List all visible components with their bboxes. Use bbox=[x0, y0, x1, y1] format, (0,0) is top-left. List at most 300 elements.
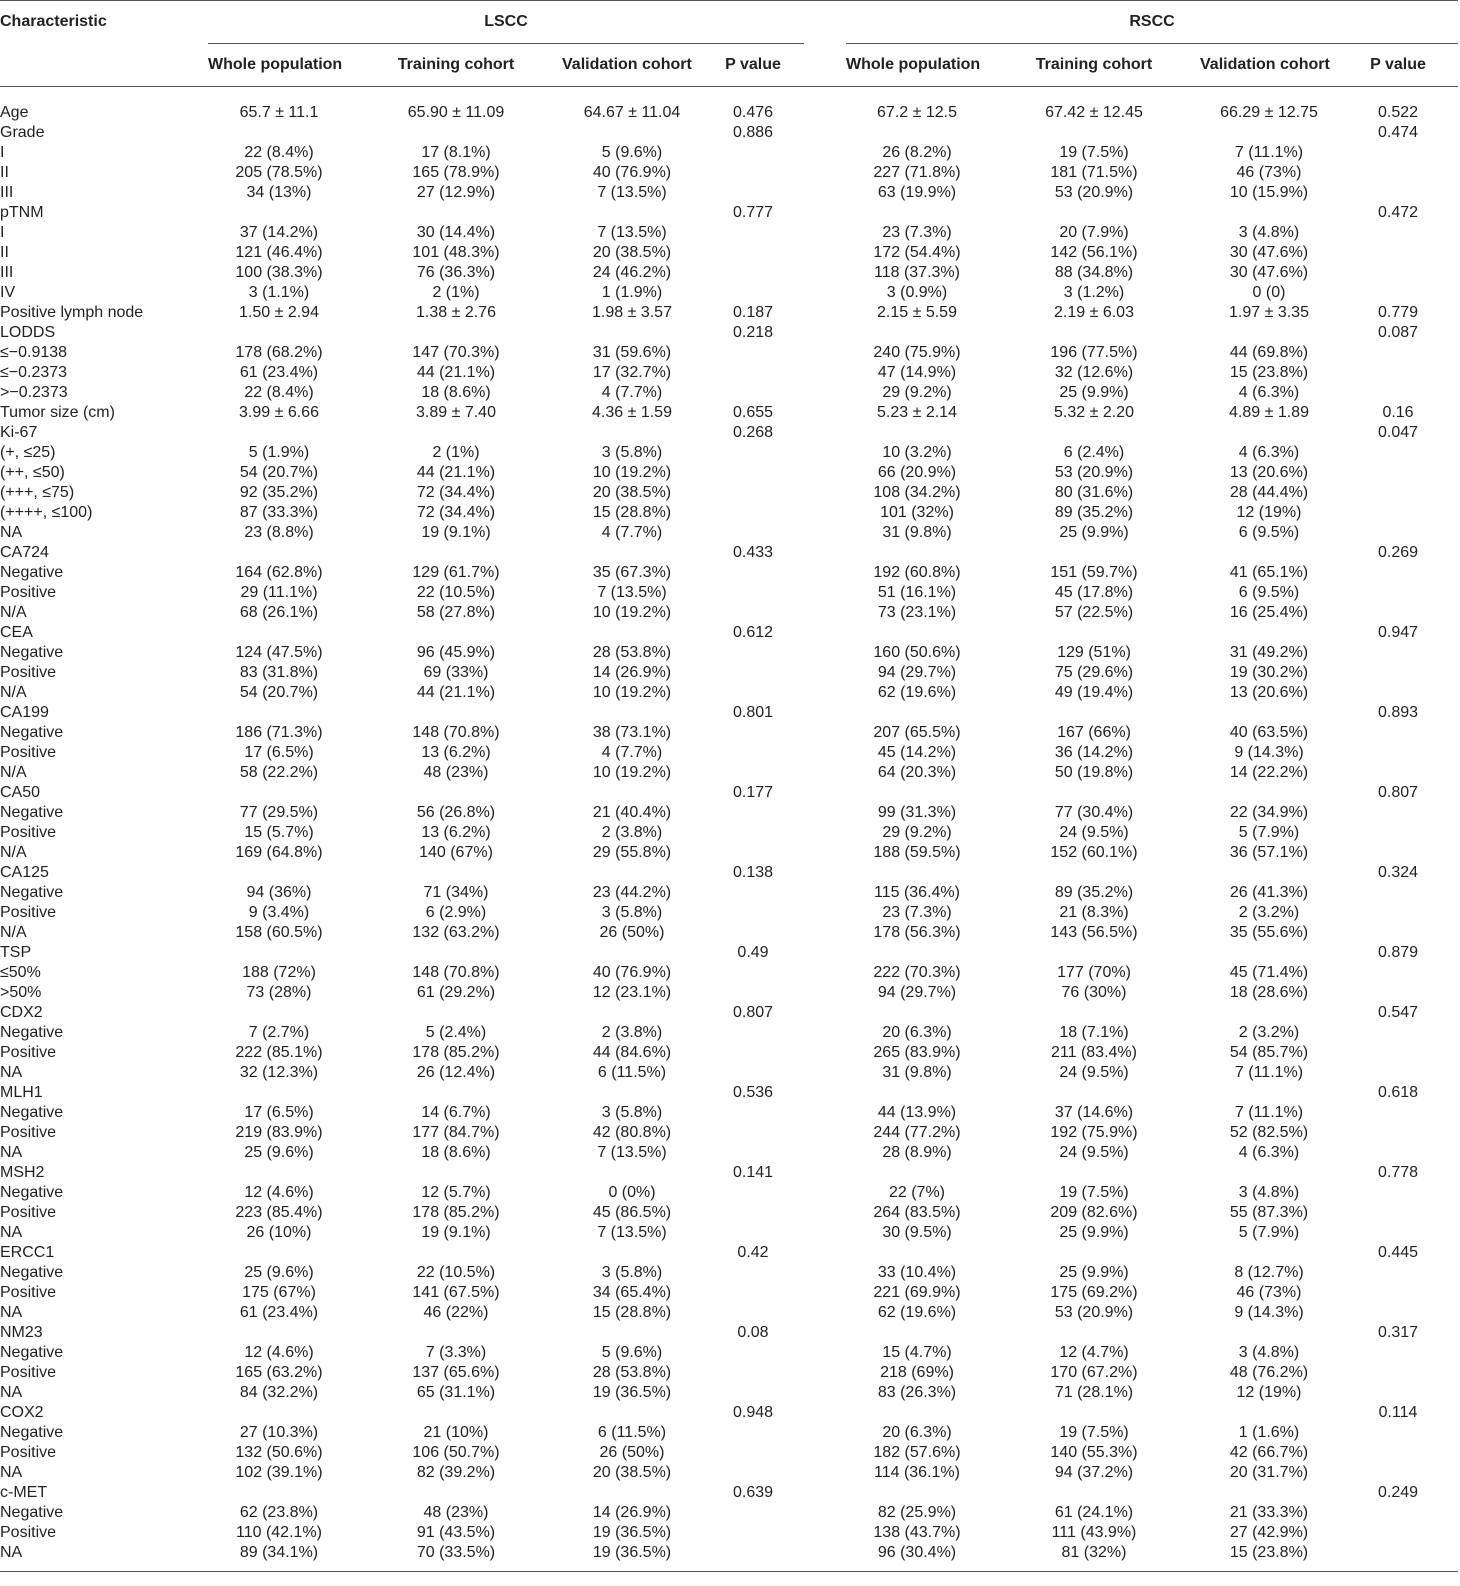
p-value-cell: 0.472 bbox=[1377, 204, 1419, 221]
value-cell: 3 (1.1%) bbox=[248, 284, 310, 301]
value-cell bbox=[1200, 1163, 1338, 1183]
row-label: Negative bbox=[0, 1344, 64, 1361]
value-cell: 34 (13%) bbox=[246, 184, 312, 201]
value-cell: 3 (5.8%) bbox=[601, 904, 663, 921]
value-cell bbox=[1200, 1083, 1338, 1103]
header-col-whole-lscc: Whole population bbox=[208, 44, 350, 87]
gap-cell bbox=[804, 1083, 846, 1103]
p-value-cell: 0.269 bbox=[1377, 544, 1419, 561]
gap-cell bbox=[804, 183, 846, 203]
header-col-validation-rscc: Validation cohort bbox=[1200, 44, 1338, 87]
gap-cell bbox=[804, 363, 846, 383]
value-cell: 29 (9.2%) bbox=[882, 824, 952, 841]
value-cell: 52 (82.5%) bbox=[1229, 1124, 1309, 1141]
value-cell bbox=[208, 323, 350, 343]
p-value-cell bbox=[1338, 923, 1458, 943]
p-value-cell bbox=[1338, 523, 1458, 543]
table-row bbox=[0, 843, 1458, 863]
row-label: II bbox=[0, 244, 9, 261]
table-row bbox=[0, 423, 1458, 443]
p-value-cell bbox=[702, 1043, 804, 1063]
value-cell: 26 (50%) bbox=[599, 1444, 665, 1461]
value-cell bbox=[1200, 1243, 1338, 1263]
value-cell: 132 (50.6%) bbox=[235, 1444, 323, 1461]
p-value-cell bbox=[702, 223, 804, 243]
value-cell: 19 (36.5%) bbox=[592, 1524, 672, 1541]
row-label: Positive bbox=[0, 824, 57, 841]
p-value-cell bbox=[702, 1443, 804, 1463]
value-cell: 50 (19.8%) bbox=[1054, 764, 1134, 781]
gap-cell bbox=[804, 423, 846, 443]
row-label: NA bbox=[0, 1464, 23, 1481]
value-cell: 244 (77.2%) bbox=[873, 1124, 961, 1141]
value-cell bbox=[988, 1083, 1200, 1103]
gap-cell bbox=[804, 1003, 846, 1023]
p-value-cell bbox=[1338, 1443, 1458, 1463]
gap-cell bbox=[804, 1223, 846, 1243]
p-value-cell bbox=[1338, 243, 1458, 263]
gap-cell bbox=[804, 263, 846, 283]
value-cell: 94 (29.7%) bbox=[877, 984, 957, 1001]
p-value-cell bbox=[702, 1543, 804, 1563]
value-cell: 6 (9.5%) bbox=[1238, 584, 1300, 601]
value-cell: 10 (19.2%) bbox=[592, 604, 672, 621]
gap-cell bbox=[804, 1103, 846, 1123]
p-value-cell: 0.801 bbox=[732, 704, 774, 721]
value-cell: 152 (60.1%) bbox=[1050, 844, 1138, 861]
p-value-cell: 0.807 bbox=[1377, 784, 1419, 801]
value-cell: 64.67 ± 11.04 bbox=[583, 104, 681, 121]
value-cell: 2 (3.8%) bbox=[601, 824, 663, 841]
value-cell bbox=[846, 943, 988, 963]
p-value-cell bbox=[1338, 163, 1458, 183]
value-cell bbox=[208, 783, 350, 803]
value-cell: 12 (4.6%) bbox=[244, 1344, 314, 1361]
value-cell bbox=[562, 1003, 702, 1023]
table-row bbox=[0, 1383, 1458, 1403]
value-cell bbox=[988, 1003, 1200, 1023]
value-cell: 36 (57.1%) bbox=[1229, 844, 1309, 861]
table-row bbox=[0, 623, 1458, 643]
row-label: ≤−0.9138 bbox=[0, 344, 68, 361]
gap-cell bbox=[804, 863, 846, 883]
value-cell bbox=[208, 1003, 350, 1023]
table-row bbox=[0, 563, 1458, 583]
value-cell bbox=[562, 1403, 702, 1423]
value-cell: 26 (41.3%) bbox=[1229, 884, 1309, 901]
row-label: TSP bbox=[0, 944, 32, 961]
value-cell: 53 (20.9%) bbox=[1054, 184, 1134, 201]
row-label: (+, ≤25) bbox=[0, 444, 56, 461]
value-cell: 110 (42.1%) bbox=[236, 1524, 322, 1541]
value-cell: 3.99 ± 6.66 bbox=[239, 404, 319, 421]
value-cell bbox=[208, 423, 350, 443]
row-label: Age bbox=[0, 104, 29, 121]
row-label: Negative bbox=[0, 1504, 64, 1521]
value-cell: 37 (14.2%) bbox=[239, 224, 319, 241]
value-cell bbox=[1200, 863, 1338, 883]
value-cell bbox=[988, 1403, 1200, 1423]
gap-cell bbox=[804, 883, 846, 903]
value-cell: 147 (70.3%) bbox=[412, 344, 500, 361]
p-value-cell bbox=[702, 163, 804, 183]
value-cell: 124 (47.5%) bbox=[235, 644, 323, 661]
gap-cell bbox=[804, 383, 846, 403]
p-value-cell bbox=[702, 143, 804, 163]
value-cell bbox=[988, 863, 1200, 883]
value-cell: 45 (17.8%) bbox=[1054, 584, 1134, 601]
gap-cell bbox=[804, 483, 846, 503]
value-cell: 20 (38.5%) bbox=[592, 244, 672, 261]
gap-cell bbox=[804, 583, 846, 603]
table-row bbox=[0, 403, 1458, 423]
table-row bbox=[0, 1263, 1458, 1283]
value-cell: 13 (6.2%) bbox=[421, 744, 491, 761]
value-cell: 5 (9.6%) bbox=[601, 144, 663, 161]
gap-cell bbox=[804, 1283, 846, 1303]
value-cell: 68 (26.1%) bbox=[239, 604, 319, 621]
value-cell: 69 (33%) bbox=[423, 664, 489, 681]
value-cell: 53 (20.9%) bbox=[1054, 1304, 1134, 1321]
value-cell bbox=[562, 1163, 702, 1183]
value-cell: 27 (10.3%) bbox=[239, 1424, 319, 1441]
p-value-cell: 0.187 bbox=[732, 304, 774, 321]
p-value-cell bbox=[702, 1223, 804, 1243]
value-cell: 10 (19.2%) bbox=[592, 684, 672, 701]
value-cell: 24 (46.2%) bbox=[592, 264, 672, 281]
value-cell: 25 (9.9%) bbox=[1059, 1264, 1129, 1281]
value-cell bbox=[208, 943, 350, 963]
p-value-cell: 0.655 bbox=[732, 404, 774, 421]
row-label: c-MET bbox=[0, 1484, 48, 1501]
p-value-cell bbox=[702, 803, 804, 823]
value-cell: 240 (75.9%) bbox=[873, 344, 961, 361]
value-cell: 49 (19.4%) bbox=[1054, 684, 1134, 701]
value-cell: 1.97 ± 3.35 bbox=[1229, 304, 1309, 321]
value-cell bbox=[1200, 1403, 1338, 1423]
p-value-cell bbox=[1338, 583, 1458, 603]
table-header bbox=[0, 1, 1458, 104]
p-value-cell bbox=[702, 1203, 804, 1223]
table-row bbox=[0, 1463, 1458, 1483]
table-row bbox=[0, 503, 1458, 523]
value-cell bbox=[988, 703, 1200, 723]
value-cell: 10 (15.9%) bbox=[1229, 184, 1309, 201]
value-cell bbox=[350, 1003, 562, 1023]
value-cell bbox=[846, 863, 988, 883]
value-cell: 19 (9.1%) bbox=[421, 524, 491, 541]
value-cell: 67.2 ± 12.5 bbox=[877, 104, 957, 121]
row-label: pTNM bbox=[0, 204, 44, 221]
gap-cell bbox=[804, 1543, 846, 1563]
value-cell: 19 (9.1%) bbox=[421, 1224, 491, 1241]
p-value-cell bbox=[1338, 843, 1458, 863]
value-cell: 40 (76.9%) bbox=[592, 164, 672, 181]
p-value-cell bbox=[702, 363, 804, 383]
gap-cell bbox=[804, 1143, 846, 1163]
value-cell: 7 (3.3%) bbox=[425, 1344, 487, 1361]
value-cell: 129 (61.7%) bbox=[412, 564, 500, 581]
p-value-cell bbox=[702, 503, 804, 523]
value-cell: 20 (38.5%) bbox=[592, 484, 672, 501]
value-cell: 143 (56.5%) bbox=[1050, 924, 1138, 941]
gap-cell bbox=[804, 823, 846, 843]
table-row bbox=[0, 643, 1458, 663]
row-label: CA50 bbox=[0, 784, 41, 801]
table-row bbox=[0, 1523, 1458, 1543]
value-cell: 207 (65.5%) bbox=[873, 724, 961, 741]
value-cell: 31 (9.8%) bbox=[882, 1064, 952, 1081]
header-col-validation-lscc: Validation cohort bbox=[562, 44, 702, 87]
value-cell: 17 (8.1%) bbox=[421, 144, 491, 161]
value-cell: 192 (75.9%) bbox=[1050, 1124, 1138, 1141]
p-value-cell bbox=[1338, 763, 1458, 783]
gap-cell bbox=[804, 103, 846, 123]
p-value-cell bbox=[1338, 363, 1458, 383]
value-cell: 115 (36.4%) bbox=[874, 884, 960, 901]
gap-cell bbox=[804, 1423, 846, 1443]
value-cell: 6 (2.4%) bbox=[1063, 444, 1125, 461]
p-value-cell bbox=[702, 1503, 804, 1523]
value-cell bbox=[350, 943, 562, 963]
value-cell bbox=[562, 543, 702, 563]
value-cell: 82 (25.9%) bbox=[877, 1504, 957, 1521]
value-cell bbox=[562, 123, 702, 143]
p-value-cell: 0.948 bbox=[732, 1404, 774, 1421]
table-row bbox=[0, 983, 1458, 1003]
value-cell: 22 (34.9%) bbox=[1229, 804, 1309, 821]
row-label: LODDS bbox=[0, 324, 56, 341]
value-cell bbox=[846, 1003, 988, 1023]
value-cell: 64 (20.3%) bbox=[877, 764, 957, 781]
value-cell: 26 (50%) bbox=[599, 924, 665, 941]
value-cell: 140 (67%) bbox=[419, 844, 493, 861]
value-cell: 23 (44.2%) bbox=[592, 884, 672, 901]
value-cell: 108 (34.2%) bbox=[873, 484, 961, 501]
value-cell: 20 (38.5%) bbox=[592, 1464, 672, 1481]
value-cell: 21 (40.4%) bbox=[592, 804, 672, 821]
value-cell bbox=[562, 1243, 702, 1263]
value-cell: 160 (50.6%) bbox=[873, 644, 961, 661]
row-label: Positive bbox=[0, 1524, 57, 1541]
p-value-cell: 0.522 bbox=[1377, 104, 1419, 121]
value-cell bbox=[208, 543, 350, 563]
row-label: Positive bbox=[0, 664, 57, 681]
value-cell bbox=[350, 323, 562, 343]
value-cell: 0 (0%) bbox=[608, 1184, 656, 1201]
table-row bbox=[0, 1183, 1458, 1203]
value-cell: 221 (69.9%) bbox=[873, 1284, 961, 1301]
value-cell: 23 (7.3%) bbox=[882, 224, 952, 241]
value-cell bbox=[1200, 703, 1338, 723]
value-cell: 3 (5.8%) bbox=[601, 1104, 663, 1121]
value-cell: 111 (43.9%) bbox=[1051, 1524, 1137, 1541]
table-row bbox=[0, 1423, 1458, 1443]
row-label: NM23 bbox=[0, 1324, 43, 1341]
value-cell: 42 (66.7%) bbox=[1229, 1444, 1309, 1461]
value-cell: 177 (70%) bbox=[1057, 964, 1131, 981]
p-value-cell bbox=[702, 263, 804, 283]
p-value-cell: 0.476 bbox=[732, 104, 774, 121]
value-cell bbox=[988, 1323, 1200, 1343]
row-label: (+++, ≤75) bbox=[0, 484, 75, 501]
table-row bbox=[0, 443, 1458, 463]
gap-cell bbox=[804, 723, 846, 743]
value-cell: 5 (1.9%) bbox=[248, 444, 310, 461]
gap-cell bbox=[804, 1063, 846, 1083]
value-cell bbox=[1200, 943, 1338, 963]
table-row bbox=[0, 863, 1458, 883]
row-label: Positive bbox=[0, 584, 57, 601]
value-cell: 211 (83.4%) bbox=[1051, 1044, 1137, 1061]
p-value-cell: 0.16 bbox=[1382, 404, 1414, 421]
gap-cell bbox=[804, 743, 846, 763]
gap-cell bbox=[804, 1183, 846, 1203]
value-cell: 142 (56.1%) bbox=[1050, 244, 1138, 261]
value-cell: 32 (12.6%) bbox=[1054, 364, 1134, 381]
table-row bbox=[0, 1303, 1458, 1323]
table-row bbox=[0, 1323, 1458, 1343]
value-cell: 92 (35.2%) bbox=[239, 484, 319, 501]
value-cell: 27 (12.9%) bbox=[416, 184, 496, 201]
value-cell: 4 (6.3%) bbox=[1238, 444, 1300, 461]
table-row bbox=[0, 1363, 1458, 1383]
p-value-cell: 0.807 bbox=[732, 1004, 774, 1021]
table-row bbox=[0, 1283, 1458, 1303]
value-cell: 30 (47.6%) bbox=[1229, 244, 1309, 261]
value-cell: 6 (2.9%) bbox=[425, 904, 487, 921]
value-cell bbox=[846, 423, 988, 443]
value-cell: 5 (2.4%) bbox=[425, 1024, 487, 1041]
p-value-cell bbox=[1338, 1123, 1458, 1143]
value-cell bbox=[208, 1403, 350, 1423]
value-cell: 61 (24.1%) bbox=[1054, 1504, 1134, 1521]
value-cell: 10 (3.2%) bbox=[882, 444, 952, 461]
p-value-cell bbox=[1338, 143, 1458, 163]
p-value-cell bbox=[702, 343, 804, 363]
p-value-cell bbox=[702, 603, 804, 623]
value-cell bbox=[988, 123, 1200, 143]
value-cell: 223 (85.4%) bbox=[235, 1204, 323, 1221]
value-cell: 182 (57.6%) bbox=[873, 1444, 961, 1461]
p-value-cell: 0.177 bbox=[732, 784, 774, 801]
value-cell: 29 (9.2%) bbox=[882, 384, 952, 401]
value-cell: 94 (36%) bbox=[246, 884, 312, 901]
value-cell: 40 (63.5%) bbox=[1229, 724, 1309, 741]
value-cell: 12 (19%) bbox=[1236, 504, 1302, 521]
value-cell: 175 (67%) bbox=[242, 1284, 316, 1301]
table-body bbox=[0, 103, 1458, 1572]
value-cell bbox=[350, 543, 562, 563]
value-cell: 138 (43.7%) bbox=[873, 1524, 961, 1541]
gap-cell bbox=[804, 1343, 846, 1363]
value-cell: 73 (28%) bbox=[246, 984, 312, 1001]
p-value-cell bbox=[702, 763, 804, 783]
row-label: NA bbox=[0, 1544, 23, 1561]
p-value-cell bbox=[702, 283, 804, 303]
value-cell: 45 (14.2%) bbox=[877, 744, 957, 761]
value-cell bbox=[1200, 203, 1338, 223]
p-value-cell: 0.218 bbox=[732, 324, 774, 341]
value-cell: 29 (11.1%) bbox=[240, 584, 318, 601]
value-cell: 188 (72%) bbox=[242, 964, 316, 981]
gap-cell bbox=[804, 123, 846, 143]
value-cell: 70 (33.5%) bbox=[416, 1544, 496, 1561]
p-value-cell bbox=[702, 463, 804, 483]
value-cell: 7 (11.1%) bbox=[1234, 144, 1304, 161]
table-row bbox=[0, 1403, 1458, 1423]
value-cell: 3 (4.8%) bbox=[1238, 1184, 1300, 1201]
value-cell: 48 (23%) bbox=[423, 764, 489, 781]
value-cell: 101 (32%) bbox=[880, 504, 954, 521]
p-value-cell bbox=[1338, 443, 1458, 463]
value-cell bbox=[208, 203, 350, 223]
value-cell: 62 (19.6%) bbox=[877, 684, 957, 701]
value-cell bbox=[562, 703, 702, 723]
value-cell bbox=[988, 1243, 1200, 1263]
gap-cell bbox=[804, 1043, 846, 1063]
p-value-cell bbox=[1338, 463, 1458, 483]
value-cell bbox=[562, 1323, 702, 1343]
p-value-cell bbox=[702, 923, 804, 943]
value-cell: 2 (3.8%) bbox=[601, 1024, 663, 1041]
value-cell: 44 (13.9%) bbox=[877, 1104, 957, 1121]
value-cell: 44 (21.1%) bbox=[416, 684, 496, 701]
value-cell: 28 (8.9%) bbox=[882, 1144, 952, 1161]
value-cell: 186 (71.3%) bbox=[235, 724, 323, 741]
value-cell: 22 (8.4%) bbox=[244, 144, 314, 161]
value-cell: 7 (13.5%) bbox=[597, 224, 667, 241]
gap-cell bbox=[804, 403, 846, 423]
value-cell: 29 (55.8%) bbox=[592, 844, 672, 861]
value-cell: 1 (1.9%) bbox=[601, 284, 663, 301]
value-cell: 30 (9.5%) bbox=[882, 1224, 952, 1241]
value-cell: 33 (10.4%) bbox=[877, 1264, 957, 1281]
value-cell: 44 (21.1%) bbox=[416, 364, 496, 381]
value-cell bbox=[562, 1483, 702, 1503]
table-row bbox=[0, 1063, 1458, 1083]
value-cell: 222 (85.1%) bbox=[235, 1044, 323, 1061]
gap-cell bbox=[804, 1303, 846, 1323]
value-cell: 7 (11.1%) bbox=[1234, 1064, 1304, 1081]
value-cell bbox=[350, 1083, 562, 1103]
value-cell bbox=[350, 123, 562, 143]
value-cell: 8 (12.7%) bbox=[1234, 1264, 1304, 1281]
gap-cell bbox=[804, 1203, 846, 1223]
value-cell: 3 (0.9%) bbox=[886, 284, 948, 301]
p-value-cell bbox=[702, 1183, 804, 1203]
p-value-cell bbox=[1338, 1043, 1458, 1063]
p-value-cell: 0.268 bbox=[732, 424, 774, 441]
value-cell: 76 (30%) bbox=[1061, 984, 1127, 1001]
value-cell bbox=[208, 863, 350, 883]
p-value-cell bbox=[1338, 1023, 1458, 1043]
gap-cell bbox=[804, 223, 846, 243]
gap-cell bbox=[804, 1323, 846, 1343]
value-cell: 20 (31.7%) bbox=[1229, 1464, 1309, 1481]
gap-cell bbox=[804, 923, 846, 943]
value-cell: 57 (22.5%) bbox=[1054, 604, 1134, 621]
value-cell: 44 (69.8%) bbox=[1229, 344, 1309, 361]
value-cell: 82 (39.2%) bbox=[416, 1464, 496, 1481]
row-label: Positive bbox=[0, 744, 57, 761]
table-row bbox=[0, 1343, 1458, 1363]
row-label: N/A bbox=[0, 764, 27, 781]
value-cell: 62 (19.6%) bbox=[877, 1304, 957, 1321]
p-value-cell bbox=[1338, 643, 1458, 663]
value-cell: 25 (9.6%) bbox=[244, 1144, 314, 1161]
value-cell: 99 (31.3%) bbox=[877, 804, 957, 821]
